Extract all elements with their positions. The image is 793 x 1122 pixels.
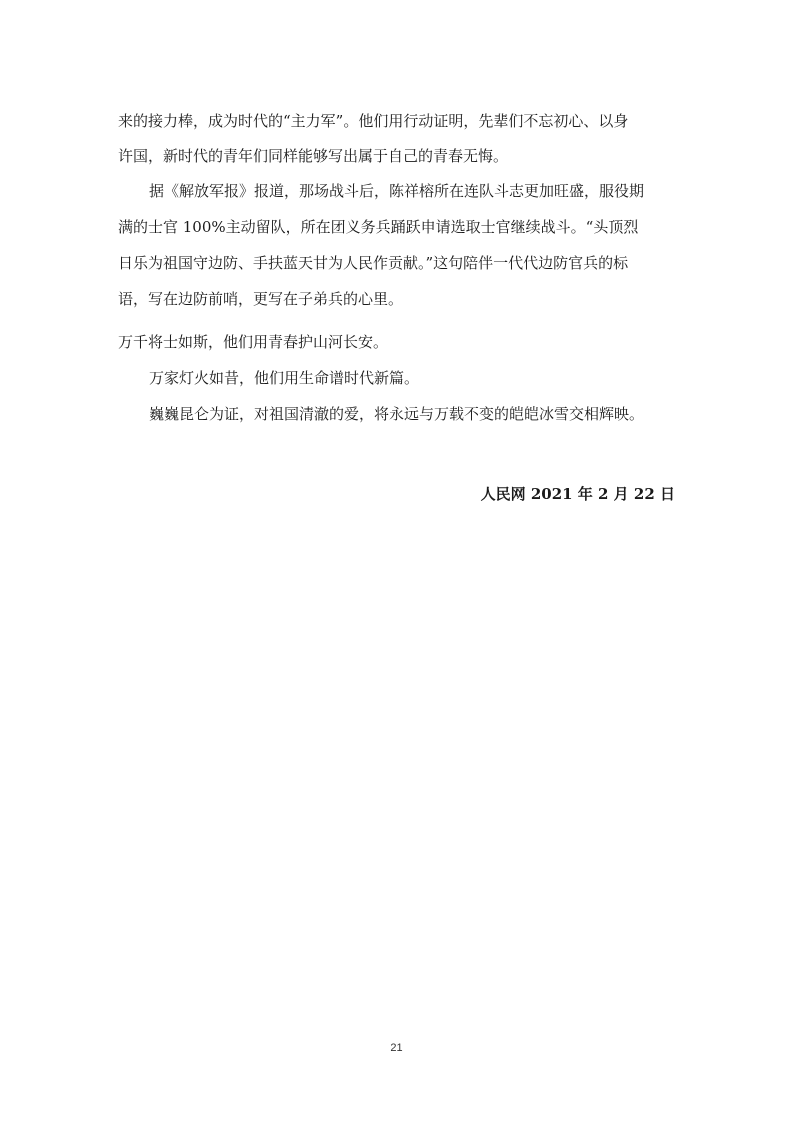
paragraph-line: 满的士官 100%主动留队，所在团义务兵踊跃申请选取士官继续战斗。“头顶烈 [118,218,639,236]
paragraph-line: 万千将士如斯，他们用青春护山河长安。 [118,333,389,351]
paragraph-line: 巍巍昆仑为证，对祖国清澈的爱，将永远与万载不变的皑皑冰雪交相辉映。 [149,405,645,423]
paragraph-line: 据《解放军报》报道，那场战斗后，陈祥榕所在连队斗志更加旺盛，服役期 [149,182,645,200]
paragraph-line: 万家灯火如昔，他们用生命谱时代新篇。 [149,369,420,387]
paragraph-line: 许国，新时代的青年们同样能够写出属于自己的青春无悔。 [118,147,509,165]
paragraph-line: 日乐为祖国守边防、手扶蓝天甘为人民作贡献。”这句陪伴一代代边防官兵的标 [118,254,629,272]
page-number: 21 [390,1042,403,1054]
paragraph-line: 来的接力棒，成为时代的“主力军”。他们用行动证明，先辈们不忘初心、以身 [118,112,629,130]
paragraph-line: 语，写在边防前哨，更写在子弟兵的心里。 [118,290,404,308]
source-date-signature: 人民网 2021 年 2 月 22 日 [480,485,675,503]
